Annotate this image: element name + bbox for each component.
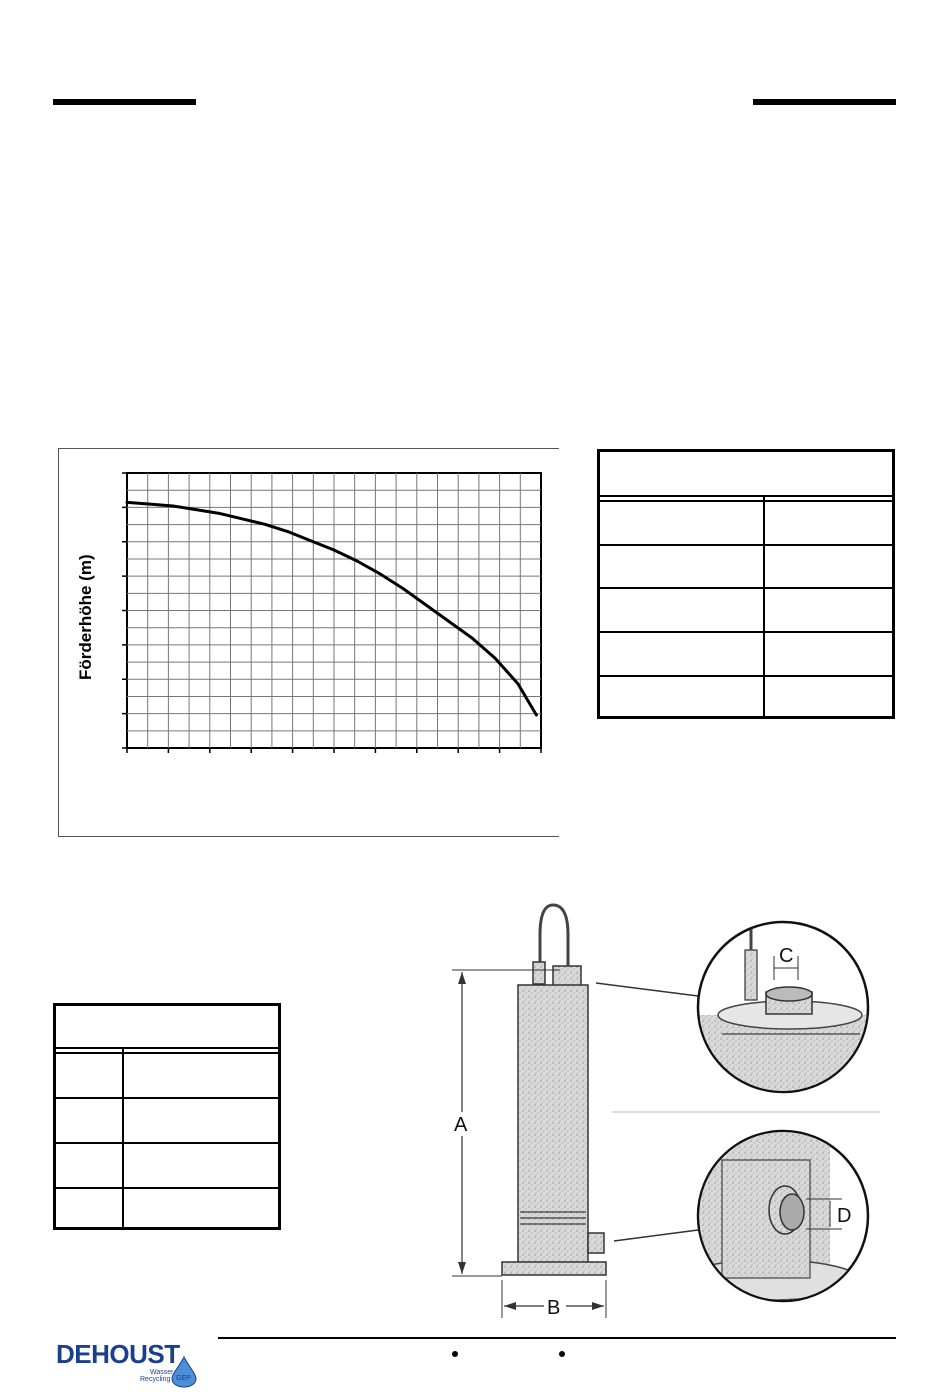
- pump-body: [518, 985, 588, 1263]
- base-plate: [502, 1262, 606, 1275]
- dimension-label-d: D: [837, 1205, 852, 1227]
- company-logo: [54, 1338, 204, 1388]
- y-axis-label: Förderhöhe (m): [76, 554, 95, 680]
- cable-gland: [533, 962, 545, 984]
- outlet-fitting: [553, 966, 581, 986]
- logo-subtext-3: GEP: [176, 1375, 191, 1382]
- dimension-label-b: B: [547, 1297, 561, 1319]
- logo-subtext-1: Wasser-: [150, 1369, 176, 1376]
- dimension-label-a: A: [454, 1114, 468, 1136]
- logo-subtext-2: Recycling: [140, 1376, 171, 1383]
- footer-rule: [218, 1337, 896, 1339]
- suction-port: [588, 1233, 604, 1253]
- dimension-label-c: C: [779, 945, 794, 967]
- logo-wordmark: DEHOUST: [56, 1339, 180, 1369]
- footer-bullet: [452, 1351, 458, 1357]
- footer-bullet: [559, 1351, 565, 1357]
